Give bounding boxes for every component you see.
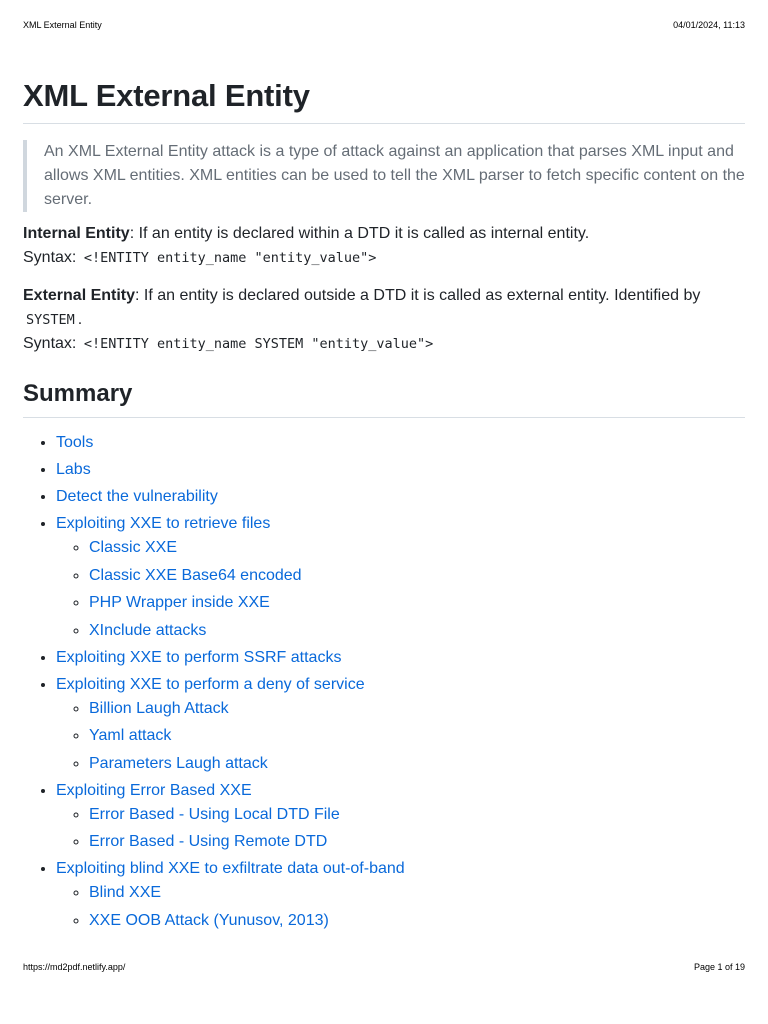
toc-link[interactable]: Exploiting XXE to retrieve files	[56, 515, 271, 532]
toc-sublink[interactable]: XXE OOB Attack (Yunusov, 2013)	[89, 911, 329, 929]
toc-item	[56, 857, 745, 932]
external-entity-label: External Entity	[23, 287, 136, 304]
toc-item	[56, 458, 745, 481]
system-keyword-code: SYSTEM	[26, 312, 75, 328]
toc-subitem	[89, 881, 745, 904]
toc-item	[56, 512, 745, 642]
internal-entity-label: Internal Entity	[23, 225, 130, 242]
toc-item	[56, 646, 745, 669]
external-period: .	[77, 311, 83, 328]
toc-sublink[interactable]: Error Based - Using Remote DTD	[89, 833, 328, 850]
toc-sublink[interactable]: Yaml attack	[89, 727, 172, 744]
print-footer-page: Page 1 of 19	[693, 962, 745, 972]
external-entity-paragraph	[23, 284, 745, 356]
toc-subitem	[89, 619, 745, 642]
summary-heading: Summary	[23, 377, 745, 418]
toc-link[interactable]: Detect the vulnerability	[56, 488, 218, 505]
toc-subitem	[89, 909, 745, 932]
toc-item	[56, 431, 745, 454]
toc-link[interactable]: Exploiting XXE to perform SSRF attacks	[56, 648, 342, 666]
toc-sublist	[56, 697, 745, 775]
internal-entity-text: : If an entity is declared within a DTD it is called as internal entity.	[129, 225, 590, 242]
document-content	[23, 76, 745, 932]
summary-toc-list	[23, 431, 745, 932]
toc-link[interactable]: Labs	[56, 461, 91, 478]
print-header-title: XML External Entity	[23, 20, 102, 30]
toc-subitem	[89, 697, 745, 720]
print-footer-url: https://md2pdf.netlify.app/	[23, 962, 126, 972]
toc-subitem	[89, 724, 745, 747]
toc-subitem	[89, 564, 745, 587]
intro-text: An XML External Entity attack is a type of attack against an application that parses XML input and allows XML entities. XML entities can be used to tell the XML parser to fetch specific content on the server.	[44, 143, 745, 208]
external-syntax-code: <!ENTITY entity_name SYSTEM "entity_value">	[83, 336, 434, 352]
intro-blockquote	[23, 140, 745, 212]
toc-link[interactable]: Tools	[56, 434, 94, 451]
toc-subitem	[89, 536, 745, 559]
toc-subitem	[89, 591, 745, 614]
print-header-datetime: 04/01/2024, 11:13	[673, 20, 745, 30]
print-footer	[23, 962, 745, 972]
toc-item	[56, 485, 745, 508]
toc-link[interactable]: Exploiting blind XXE to exfiltrate data out-of-band	[56, 860, 405, 877]
toc-sublink[interactable]: Classic XXE Base64 encoded	[89, 566, 302, 584]
toc-sublist	[56, 803, 745, 854]
internal-syntax-code: <!ENTITY entity_name "entity_value">	[83, 250, 377, 266]
toc-item	[56, 673, 745, 775]
internal-syntax-label: Syntax:	[23, 249, 77, 266]
toc-sublist	[56, 536, 745, 642]
toc-sublink[interactable]: Error Based - Using Local DTD File	[89, 805, 340, 823]
toc-sublink[interactable]: XInclude attacks	[89, 621, 207, 639]
toc-item	[56, 779, 745, 854]
toc-sublink[interactable]: PHP Wrapper inside XXE	[89, 594, 270, 611]
external-entity-text: : If an entity is declared outside a DTD it is called as external entity. Identified by	[135, 287, 701, 304]
external-syntax-label: Syntax:	[23, 335, 77, 352]
toc-sublist	[56, 881, 745, 932]
toc-subitem	[89, 752, 745, 775]
toc-subitem	[89, 803, 745, 826]
toc-subitem	[89, 830, 745, 853]
internal-entity-paragraph	[23, 222, 745, 270]
toc-sublink[interactable]: Classic XXE	[89, 539, 178, 556]
page-title: XML External Entity	[23, 76, 745, 124]
toc-sublink[interactable]: Blind XXE	[89, 884, 162, 901]
toc-link[interactable]: Exploiting XXE to perform a deny of service	[56, 675, 365, 693]
toc-sublink[interactable]: Parameters Laugh attack	[89, 754, 268, 772]
toc-sublink[interactable]: Billion Laugh Attack	[89, 699, 229, 717]
print-header	[23, 20, 745, 30]
toc-link[interactable]: Exploiting Error Based XXE	[56, 781, 252, 799]
